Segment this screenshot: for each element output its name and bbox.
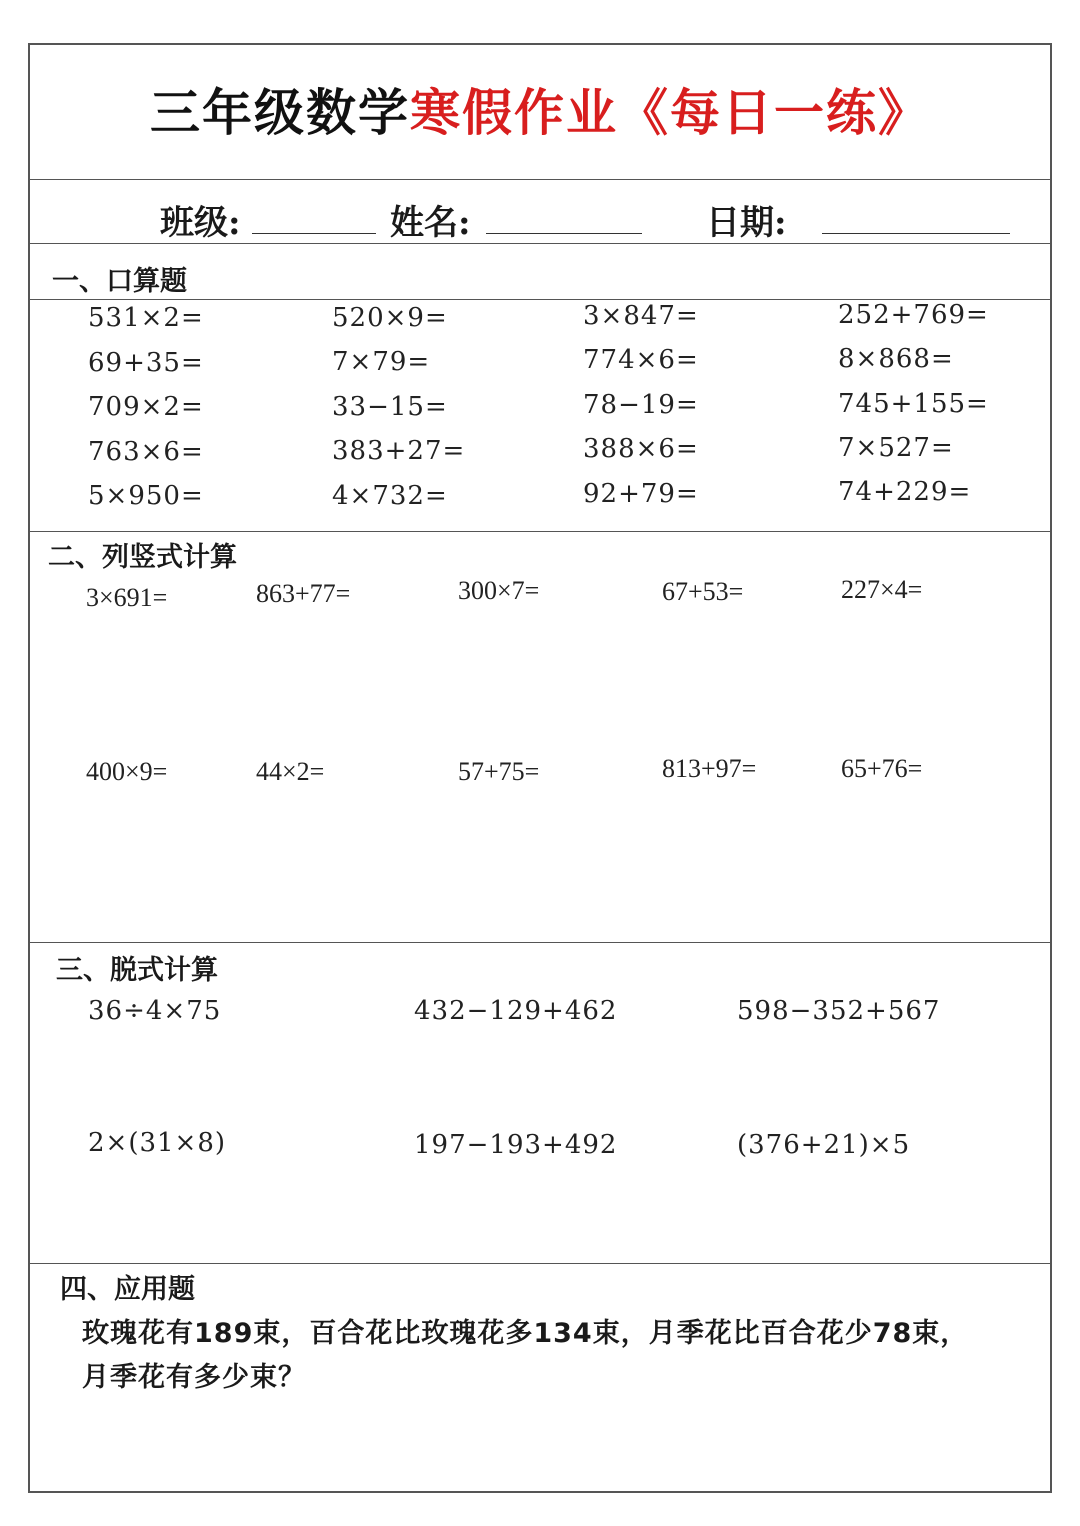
divider-vertical xyxy=(30,942,1050,943)
worksheet xyxy=(28,43,1052,1493)
stepwise-item: 2×(31×8) xyxy=(88,1128,227,1158)
title-grade-subject: 三年级数学 xyxy=(150,84,410,142)
divider-stepwise xyxy=(30,1263,1050,1264)
vertical-item: 227×4= xyxy=(841,575,923,604)
name-blank[interactable] xyxy=(486,233,642,234)
stepwise-item: 36÷4×75 xyxy=(88,996,222,1026)
stepwise-item: 598−352+567 xyxy=(737,996,941,1026)
vertical-item: 400×9= xyxy=(86,757,168,786)
oral-item: 383+27= xyxy=(332,436,466,466)
title-homework: 寒假作业《每日一练》 xyxy=(410,84,930,142)
oral-item: 745+155= xyxy=(838,389,989,419)
section-oral-title: 一、口算题 xyxy=(52,266,187,297)
section-stepwise-title: 三、脱式计算 xyxy=(56,955,218,986)
stepwise-item: 197−193+492 xyxy=(414,1130,618,1160)
oral-item: 520×9= xyxy=(332,303,448,333)
vertical-item: 44×2= xyxy=(256,757,325,786)
vertical-item: 863+77= xyxy=(256,579,351,608)
worksheet-title xyxy=(30,73,1050,145)
class-label: 班级: xyxy=(160,203,241,243)
divider-info xyxy=(30,243,1050,244)
date-label: 日期: xyxy=(706,203,787,243)
word-problem-line-1: 玫瑰花有189束，百合花比玫瑰花多134束，月季花比百合花少78束， xyxy=(82,1318,969,1349)
word-problem-line-2: 月季花有多少束？ xyxy=(82,1362,306,1393)
stepwise-item: (376+21)×5 xyxy=(737,1130,911,1160)
oral-item: 388×6= xyxy=(583,434,699,464)
oral-item: 74+229= xyxy=(838,477,972,507)
vertical-item: 300×7= xyxy=(458,576,540,605)
oral-item: 5×950= xyxy=(88,481,204,511)
vertical-item: 3×691= xyxy=(86,583,168,612)
oral-item: 774×6= xyxy=(583,345,699,375)
name-label: 姓名: xyxy=(390,203,471,243)
vertical-item: 57+75= xyxy=(458,757,540,786)
vertical-item: 813+97= xyxy=(662,754,757,783)
section-vertical-title: 二、列竖式计算 xyxy=(48,542,237,573)
oral-item: 252+769= xyxy=(838,300,989,330)
divider-oral xyxy=(30,531,1050,532)
oral-item: 78−19= xyxy=(583,390,699,420)
vertical-item: 65+76= xyxy=(841,754,923,783)
oral-item: 8×868= xyxy=(838,344,954,374)
oral-item: 4×732= xyxy=(332,481,448,511)
oral-item: 7×79= xyxy=(332,347,431,377)
stepwise-item: 432−129+462 xyxy=(414,996,618,1026)
divider-title xyxy=(30,179,1050,180)
date-blank[interactable] xyxy=(822,233,1010,234)
section-word-title: 四、应用题 xyxy=(60,1274,195,1305)
oral-item: 33−15= xyxy=(332,392,448,422)
oral-item: 3×847= xyxy=(583,301,699,331)
oral-item: 69+35= xyxy=(88,348,204,378)
oral-item: 7×527= xyxy=(838,433,954,463)
oral-item: 763×6= xyxy=(88,437,204,467)
oral-item: 709×2= xyxy=(88,392,204,422)
oral-item: 531×2= xyxy=(88,303,204,333)
oral-item: 92+79= xyxy=(583,479,699,509)
class-blank[interactable] xyxy=(252,233,376,234)
vertical-item: 67+53= xyxy=(662,577,744,606)
